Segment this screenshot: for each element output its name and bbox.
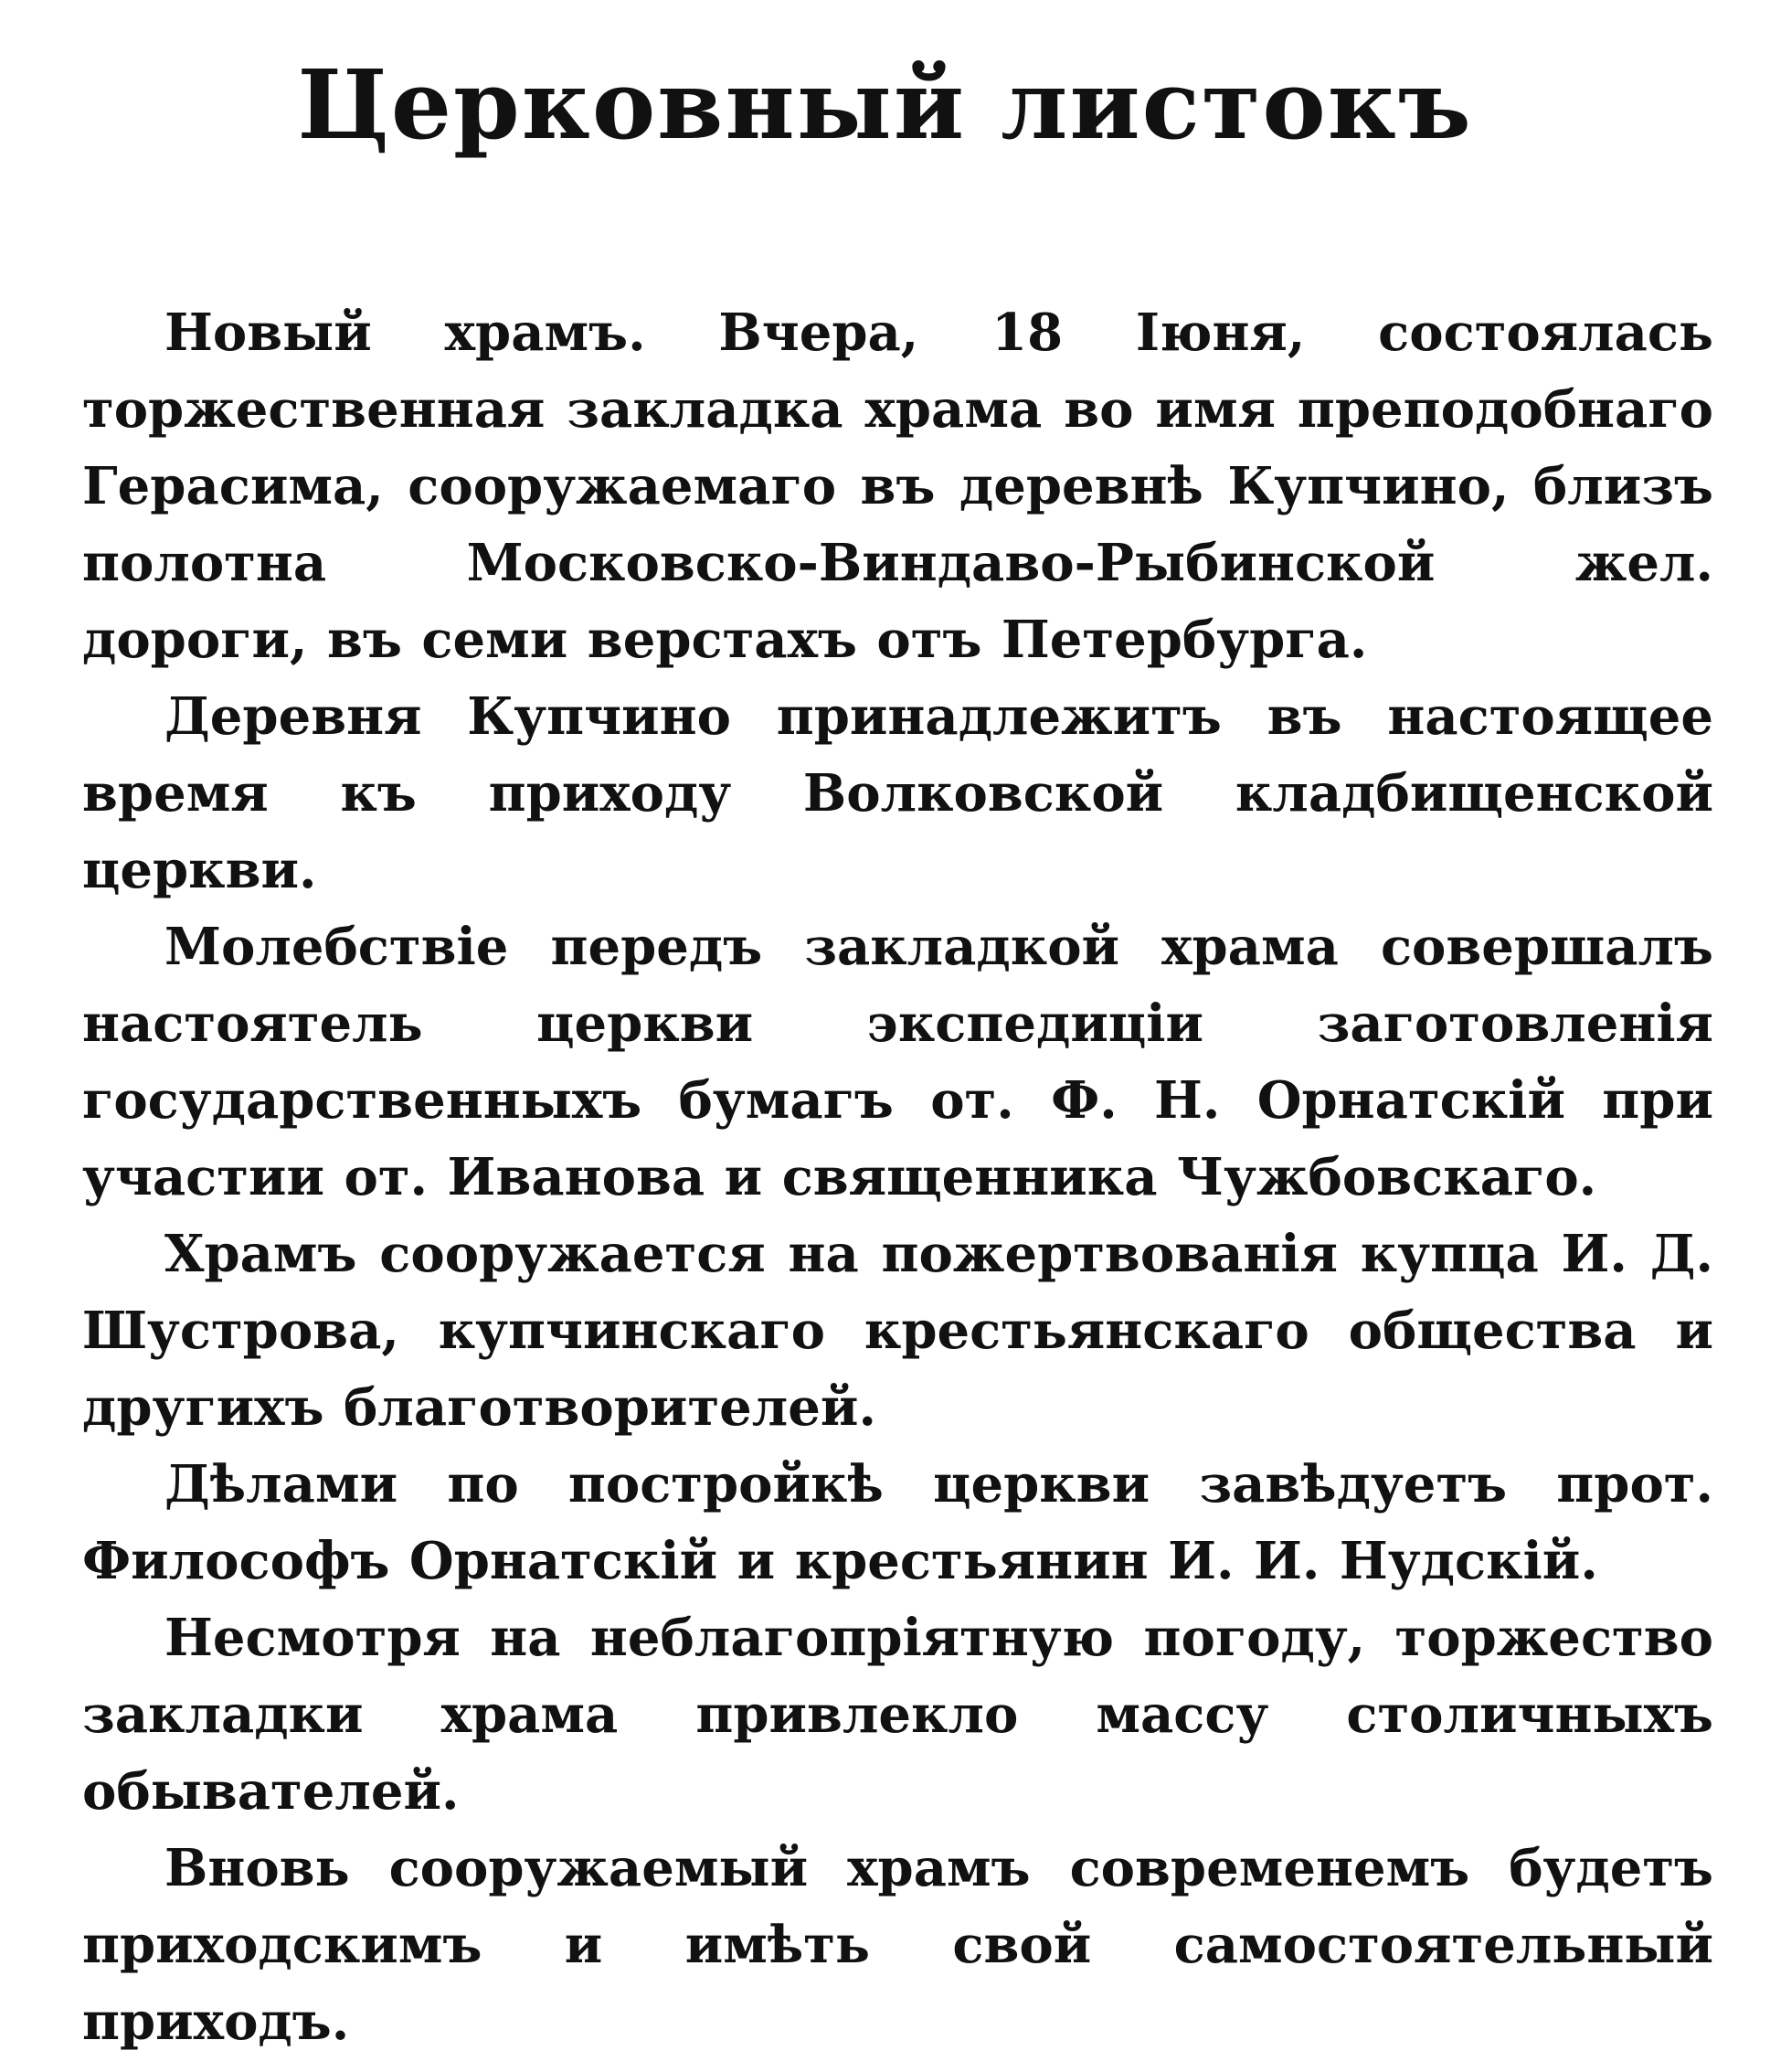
paragraph-weather-crowd: Несмотря на неблагопріятную погоду, торжество закладки храма привлекло массу столичныхъ обывателей. [82, 1608, 1713, 1822]
paragraph-future-parish: Вновь сооружаемый храмъ современемъ будетъ приходскимъ и имѣть свой самостоятельный приходъ. [82, 1838, 1713, 2052]
paragraph-donations: Храмъ сооружается на пожертвованія купца И. Д. Шустрова, купчинскаго крестьянскаго общества и другихъ благотворителей. [82, 1224, 1713, 1438]
paragraph-moleben: Молебствіе передъ закладкой храма совершалъ настоятель церкви экспедиціи заготовленія государственныхъ бумагъ от. Ф. Н. Орнатскій при участии от. Иванова и священника Чужбовскаго. [82, 917, 1713, 1207]
article-body [82, 294, 1713, 2060]
page-title: Церковный листокъ [297, 48, 1473, 161]
paragraph-new-temple: Новый храмъ. Вчера, 18 Іюня, состоялась торжественная закладка храма во имя преподобнаго Герасима, сооружаемаго въ деревнѣ Купчино, близъ полотна Московско-Виндаво-Рыбинской жел. дороги, въ семи верстахъ отъ Петербурга. [82, 303, 1713, 670]
paragraph-construction-management: Дѣлами по постройкѣ церкви завѣдуетъ прот. Философъ Орнатскій и крестьянин И. И. Нудскій. [82, 1454, 1713, 1591]
paragraph-kupchino-parish: Деревня Купчино принадлежитъ въ настоящее время къ приходу Волковской кладбищенской церкви. [82, 686, 1713, 900]
